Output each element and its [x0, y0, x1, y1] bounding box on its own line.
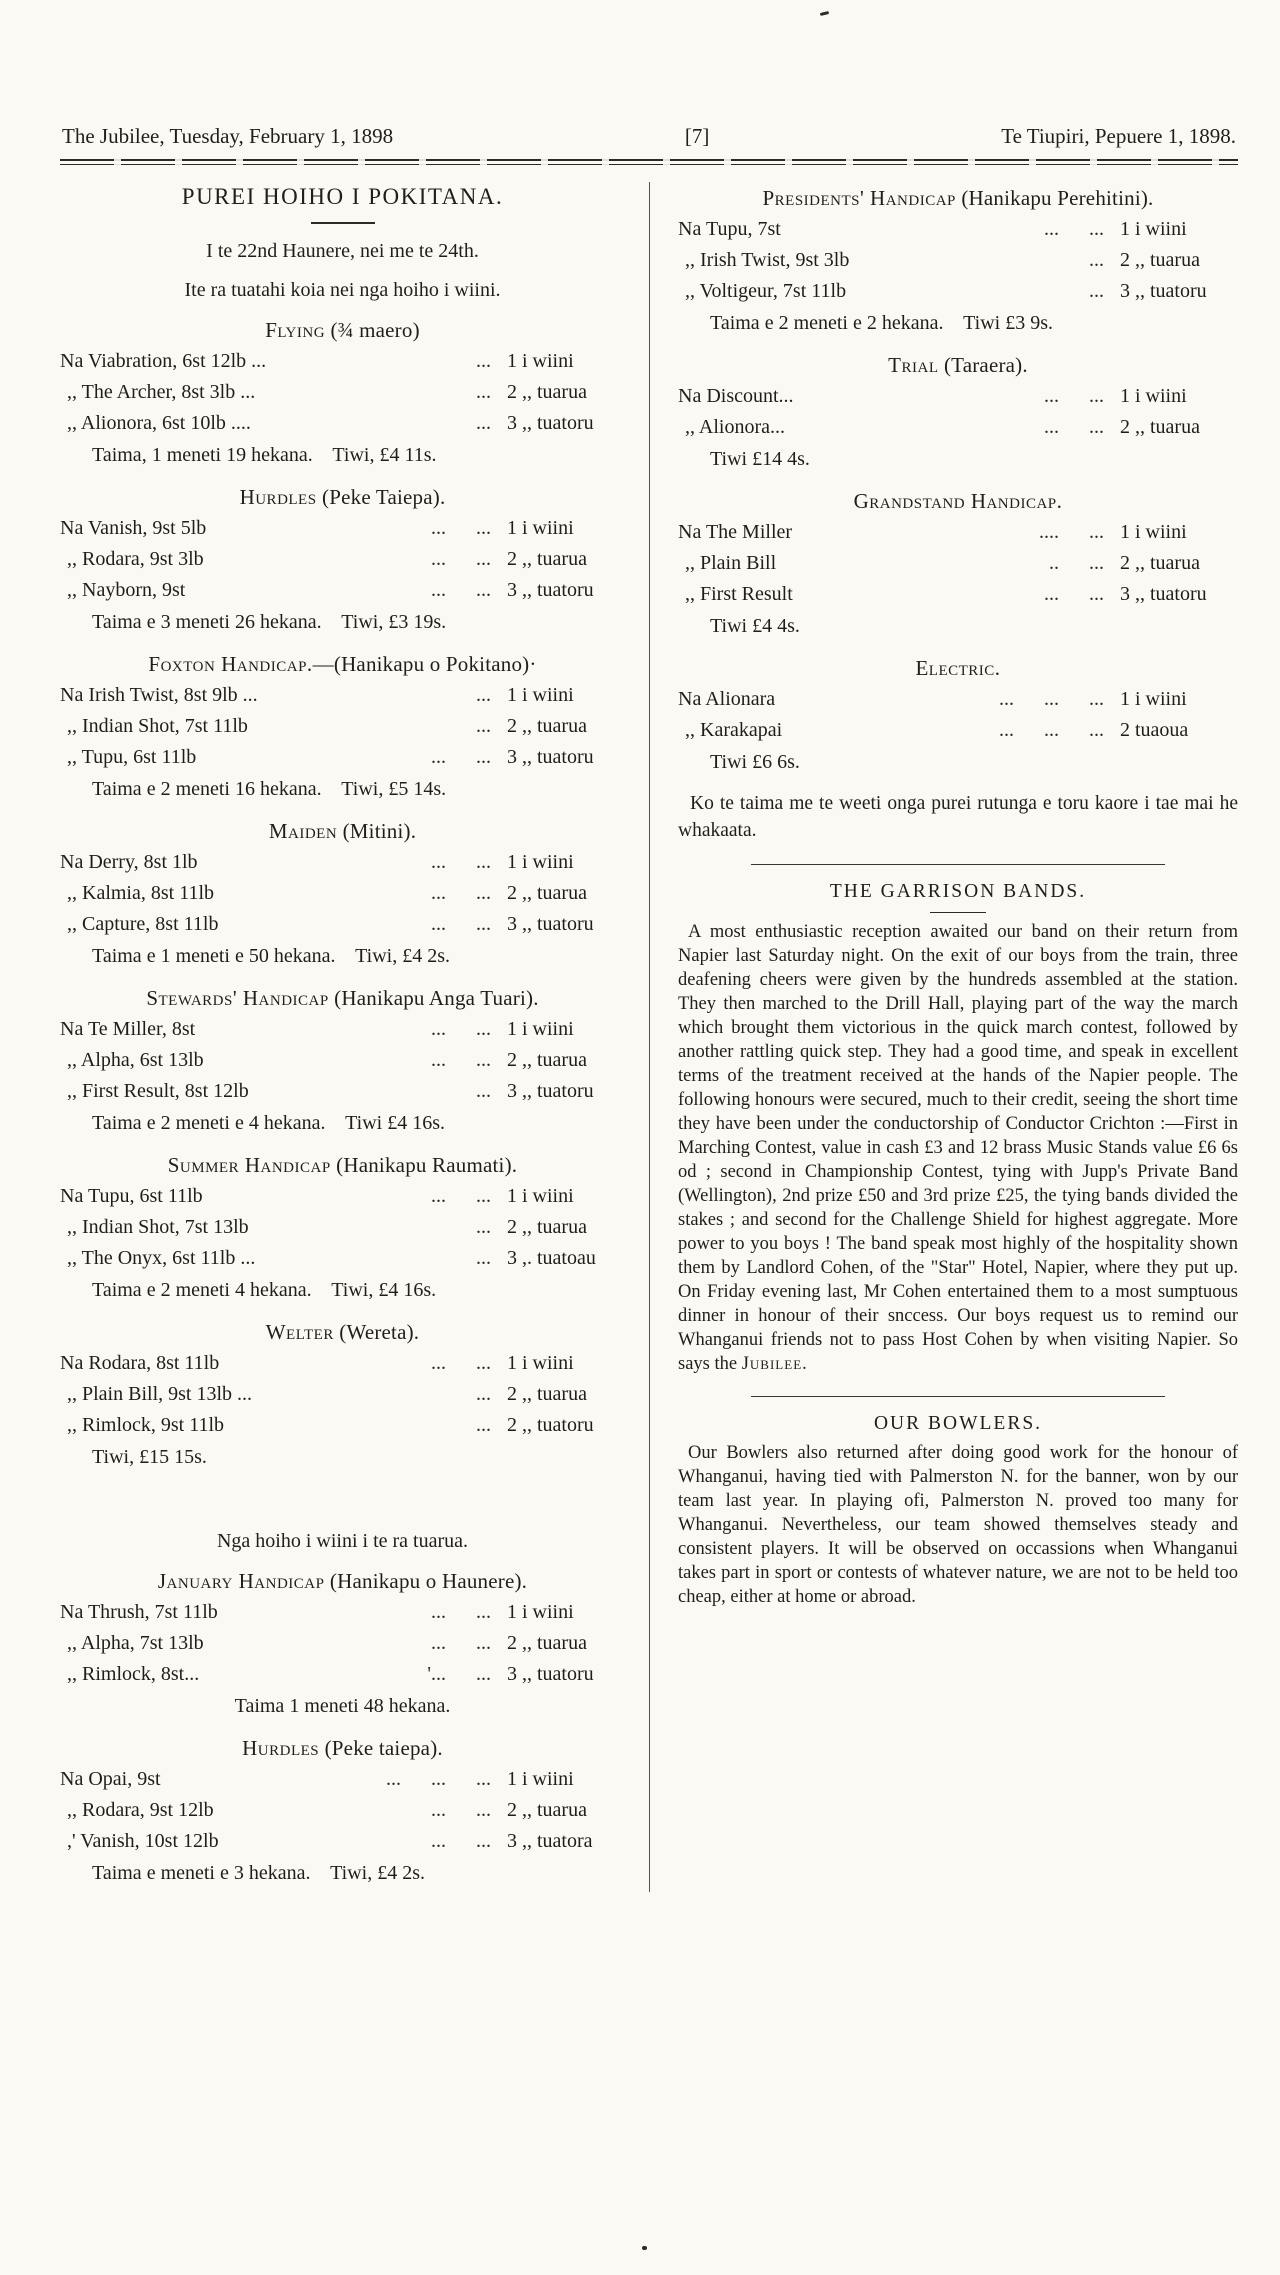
title-divider	[930, 912, 986, 913]
horse-entry: ,, Kalmia, 8st 11lb	[67, 882, 215, 904]
finish-place: 2 ,, tuarua	[507, 1632, 587, 1654]
horse-entry: ,, First Result, 8st 12lb	[67, 1080, 249, 1102]
race-footer: Tiwi £4 4s.	[710, 615, 800, 637]
race-name: Summer Handicap	[167, 1153, 331, 1177]
leader-dots: ... ...	[431, 1799, 491, 1821]
result-row	[60, 544, 625, 575]
leader-dots: ... ...	[431, 882, 491, 904]
result-row	[60, 377, 625, 408]
result-row	[60, 1014, 625, 1045]
finish-place: 3 ,, tuatoru	[1120, 280, 1207, 302]
result-row	[678, 214, 1238, 245]
race-subtitle: (Hanikapu Raumati).	[330, 1153, 518, 1177]
result-row	[678, 579, 1238, 610]
leader-dots: ...	[476, 1216, 491, 1238]
race-footer: Tiwi £14 4s.	[710, 448, 810, 470]
race-trial	[678, 353, 1238, 475]
race-heading	[60, 318, 625, 343]
race-name: Stewards' Handicap	[146, 986, 329, 1010]
race-name: Grandstand Handicap.	[853, 489, 1063, 513]
result-row	[60, 1764, 625, 1795]
result-row	[678, 715, 1238, 746]
horse-entry: ,, Alionora...	[685, 416, 785, 438]
horse-entry: ,, Alpha, 7st 13lb	[67, 1632, 204, 1654]
race-name: Presidents' Handicap	[762, 186, 956, 210]
race-name: Welter	[265, 1320, 334, 1344]
section-title: PUREI HOIHO I POKITANA.	[181, 184, 504, 209]
result-row	[60, 513, 625, 544]
race-subtitle: (Mitini).	[337, 819, 417, 843]
result-row	[60, 1243, 625, 1274]
result-row	[678, 412, 1238, 443]
race-heading	[60, 652, 625, 677]
horse-entry: Na Tupu, 6st 11lb	[60, 1185, 203, 1207]
race-summer-handicap	[60, 1153, 625, 1306]
section-divider	[751, 864, 1165, 865]
race-stewards-handicap	[60, 986, 625, 1139]
horse-entry: Na Alionara	[678, 688, 776, 710]
result-row	[60, 711, 625, 742]
finish-place: 3 ,, tuatoru	[507, 412, 594, 434]
horse-entry: Na Irish Twist, 8st 9lb ...	[60, 684, 258, 706]
race-footer: Taima e 2 meneti e 4 hekana. Tiwi £4 16s.	[92, 1112, 445, 1134]
finish-place: 2 ,, tuarua	[1120, 249, 1200, 271]
intro-line: I te 22nd Haunere, nei me te 24th.	[206, 240, 479, 262]
leader-dots: .. ...	[1049, 552, 1104, 574]
horse-entry: ,, Nayborn, 9st	[67, 579, 186, 601]
finish-place: 1 i wiini	[507, 517, 574, 539]
result-row	[60, 1659, 625, 1690]
leader-dots: ...	[476, 412, 491, 434]
finish-place: 2 ,, tuarua	[1120, 552, 1200, 574]
horse-entry: Na Viabration, 6st 12lb ...	[60, 350, 267, 372]
leader-dots: ... ...	[431, 851, 491, 873]
race-heading	[60, 485, 625, 510]
finish-place: 3 ,, tuatoru	[507, 1663, 594, 1685]
horse-entry: ,, Plain Bill, 9st 13lb ...	[67, 1383, 253, 1405]
horse-entry: Na Discount...	[678, 385, 794, 407]
leader-dots: ...	[476, 350, 491, 372]
race-heading	[60, 1736, 625, 1761]
masthead-title-maori: Te Tiupiri, Pepuere 1, 1898.	[1001, 124, 1236, 148]
race-subtitle: (Peke taiepa).	[319, 1736, 443, 1760]
horse-entry: ,, The Archer, 8st 3lb ...	[67, 381, 256, 403]
page-number: [7]	[684, 124, 710, 148]
leader-dots: ... ...	[431, 579, 491, 601]
leader-dots: .... ...	[1039, 521, 1104, 543]
finish-place: 1 i wiini	[507, 1601, 574, 1623]
horse-entry: ,, Rodara, 9st 3lb	[67, 548, 204, 570]
finish-place: 2 ,, tuarua	[1120, 416, 1200, 438]
race-footer: Taima e 2 meneti 16 hekana. Tiwi, £5 14s.	[92, 778, 447, 800]
result-row	[60, 1379, 625, 1410]
horse-entry: ,, Rodara, 9st 12lb	[67, 1799, 214, 1821]
article-body: A most enthusiastic reception awaited our band on their return from Napier last Saturday night. On the exit of our boys from the train, three deafening cheers were given by the hundreds assembled at the station. They then marched to the Drill Hall, playing part of the way the march which brought them victorious in the quick march contest, followed by another rattling quick step. They had a good time, and speak in excellent terms of the treatment received at the hands of the Napier people. The following honours were secured, much to their credit, seeing the short time they have been under the conductorship of Conductor Crichton :—First in Marching Contest, value in cash £3 and 12 brass Music Stands value £6 6s od ; second in Championship Contest, tying with Jupp's Private Band (Wellington), 2nd prize £50 and 3rd prize £25, the tying bands divided the stakes ; and second for the Challenge Shield for highest aggregate. More power to you boys ! The band speak most highly of the hospitality shown them by Landlord Cohen, of the "Star" Hotel, Napier, where they put up. On Friday evening last, Mr Cohen entertained them to a most sumptuous dinner in honour of their snccess. Our boys request us to remind our Whanganui friends not to pass Host Cohen by when visiting Napier. So says the Jubilee.	[678, 922, 1238, 1374]
horse-entry: ,, Rimlock, 8st...	[67, 1663, 200, 1685]
note-paragraph: Ko te taima me te weeti onga purei rutunga e toru kaore i tae mai he whakaata.	[678, 793, 1238, 841]
race-subtitle: (Peke Taiepa).	[316, 485, 446, 509]
race-heading	[60, 986, 625, 1011]
finish-place: 2 ,, tuarua	[507, 1383, 587, 1405]
newspaper-sheet	[60, 124, 1238, 1892]
horse-entry: ,, Karakapai	[685, 719, 783, 741]
horse-entry: ,, First Result	[685, 583, 793, 605]
finish-place: 1 i wiini	[507, 1768, 574, 1790]
result-row	[60, 847, 625, 878]
race-footer: Taima 1 meneti 48 hekana.	[234, 1695, 451, 1717]
finish-place: 2 ,, tuarua	[507, 1799, 587, 1821]
result-row	[60, 742, 625, 773]
race-footer: Taima e meneti e 3 hekana. Tiwi, £4 2s.	[92, 1862, 425, 1884]
race-name: Maiden	[268, 819, 338, 843]
race-footer: Taima e 2 meneti 4 hekana. Tiwi, £4 16s.	[92, 1279, 437, 1301]
leader-dots: ... ...	[431, 548, 491, 570]
race-heading	[678, 489, 1238, 514]
race-footer: Tiwi £6 6s.	[710, 751, 800, 773]
leader-dots: ... ... ...	[999, 719, 1104, 741]
leader-dots: ...	[476, 715, 491, 737]
result-row	[60, 1826, 625, 1857]
finish-place: 2 ,, tuarua	[507, 1216, 587, 1238]
race-electric	[678, 656, 1238, 778]
horse-entry: Na Tupu, 7st	[678, 218, 781, 240]
finish-place: 2 ,, tuarua	[507, 1049, 587, 1071]
result-row	[678, 276, 1238, 307]
finish-place: 1 i wiini	[507, 350, 574, 372]
race-heading	[60, 1153, 625, 1178]
article-our-bowlers	[678, 1413, 1238, 1609]
horse-entry: Na Opai, 9st	[60, 1768, 161, 1790]
race-maiden	[60, 819, 625, 972]
horse-entry: Na Te Miller, 8st	[60, 1018, 196, 1040]
result-row	[60, 680, 625, 711]
finish-place: 1 i wiini	[1120, 385, 1187, 407]
masthead-rule	[60, 159, 1238, 166]
race-subtitle: (Hanikapu o Haunere).	[324, 1569, 528, 1593]
spacer	[60, 1476, 625, 1514]
title-divider	[311, 222, 375, 224]
section-divider	[751, 1396, 1165, 1397]
result-row	[60, 1076, 625, 1107]
race-heading	[60, 1569, 625, 1594]
finish-place: 3 ,, tuatoru	[507, 1080, 594, 1102]
race-name: Flying	[265, 318, 326, 342]
horse-entry: Na The Miller	[678, 521, 793, 543]
finish-place: 1 i wiini	[1120, 688, 1187, 710]
race-flying	[60, 318, 625, 471]
leader-dots: ... ...	[431, 1352, 491, 1374]
race-subtitle: —(Hanikapu o Pokitano)·	[312, 652, 537, 676]
horse-entry: ,, Capture, 8st 11lb	[67, 913, 219, 935]
horse-entry: ,, Alionora, 6st 10lb ....	[67, 412, 251, 434]
leader-dots: ... ...	[431, 746, 491, 768]
race-name: Hurdles	[242, 1736, 320, 1760]
leader-dots: ... ...	[431, 913, 491, 935]
race-subtitle: (¾ maero)	[325, 318, 420, 342]
result-row	[60, 1410, 625, 1441]
race-footer: Tiwi, £15 15s.	[92, 1446, 207, 1468]
leader-dots: ... ...	[431, 1830, 491, 1852]
finish-place: 1 i wiini	[1120, 218, 1187, 240]
race-subtitle: (Wereta).	[333, 1320, 420, 1344]
scan-speck	[642, 2246, 647, 2250]
leader-dots: ... ... ...	[386, 1768, 491, 1790]
horse-entry: ,, Rimlock, 9st 11lb	[67, 1414, 225, 1436]
leader-dots: ... ...	[431, 517, 491, 539]
leader-dots: ... ...	[1044, 416, 1104, 438]
horse-entry: ,, Indian Shot, 7st 13lb	[67, 1216, 249, 1238]
result-row	[60, 1348, 625, 1379]
column-layout	[60, 182, 1238, 1892]
race-name: Hurdles	[239, 485, 317, 509]
article-title: OUR BOWLERS.	[873, 1413, 1043, 1434]
left-column	[60, 182, 649, 1892]
leader-dots: ... ...	[431, 1601, 491, 1623]
finish-place: 1 i wiini	[507, 1352, 574, 1374]
leader-dots: ...	[476, 381, 491, 403]
finish-place: 1 i wiini	[507, 684, 574, 706]
race-foxton-handicap	[60, 652, 625, 805]
race-name: January Handicap	[157, 1569, 325, 1593]
race-january-handicap	[60, 1569, 625, 1722]
result-row	[60, 346, 625, 377]
result-row	[60, 1212, 625, 1243]
leader-dots: ...	[476, 1414, 491, 1436]
finish-place: 2 tuaoua	[1120, 719, 1189, 741]
horse-entry: ,, Voltigeur, 7st 11lb	[685, 280, 847, 302]
finish-place: 3 ,, tuatoru	[507, 913, 594, 935]
horse-entry: ,, The Onyx, 6st 11lb ...	[67, 1247, 256, 1269]
horse-entry: Na Derry, 8st 1lb	[60, 851, 198, 873]
leader-dots: ... ... ...	[999, 688, 1104, 710]
result-row	[60, 1597, 625, 1628]
finish-place: 2 ,, tuatoru	[507, 1414, 594, 1436]
result-row	[678, 245, 1238, 276]
race-subtitle: (Hanikapu Perehitini).	[955, 186, 1154, 210]
finish-place: 3 ,. tuatoau	[507, 1247, 596, 1269]
result-row	[60, 1181, 625, 1212]
horse-entry: Na Rodara, 8st 11lb	[60, 1352, 220, 1374]
leader-dots: ... ...	[431, 1049, 491, 1071]
race-presidents-handicap	[678, 186, 1238, 339]
race-footer: Taima, 1 meneti 19 hekana. Tiwi, £4 11s.	[92, 444, 437, 466]
horse-entry: ,, Alpha, 6st 13lb	[67, 1049, 204, 1071]
finish-place: 1 i wiini	[1120, 521, 1187, 543]
result-row	[678, 684, 1238, 715]
result-row	[678, 517, 1238, 548]
race-footer: Taima e 3 meneti 26 hekana. Tiwi, £3 19s.	[92, 611, 447, 633]
horse-entry: ,, Irish Twist, 9st 3lb	[685, 249, 850, 271]
finish-place: 2 ,, tuarua	[507, 715, 587, 737]
leader-dots: ...	[1089, 280, 1104, 302]
race-welter	[60, 1320, 625, 1473]
article-signoff: Jubilee.	[741, 1354, 808, 1374]
finish-place: 1 i wiini	[507, 851, 574, 873]
article-title: THE GARRISON BANDS.	[829, 881, 1087, 902]
result-row	[60, 408, 625, 439]
race-hurdles	[60, 1736, 625, 1889]
race-grandstand-handicap	[678, 489, 1238, 642]
finish-place: 2 ,, tuarua	[507, 548, 587, 570]
horse-entry: ,, Plain Bill	[685, 552, 777, 574]
race-subtitle: (Taraera).	[938, 353, 1028, 377]
leader-dots: ... ...	[1044, 218, 1104, 240]
race-heading	[60, 819, 625, 844]
result-row	[60, 1045, 625, 1076]
leader-dots: ...	[476, 1383, 491, 1405]
leader-dots: ... ...	[431, 1632, 491, 1654]
race-heading	[60, 1320, 625, 1345]
article-body: Our Bowlers also returned after doing good work for the honour of Whanganui, having tied with Palmerston N. for the banner, won by our team last year. In playing ofi, Palmerston N. proved too many for Whanganui. Nevertheless, our team showed themselves steady and consistent players. It will be observed on occassions when Whanganui takes part in sport or contests of whatever nature, we are not to be held too cheap, either at home or abroad.	[678, 1443, 1238, 1607]
finish-place: 1 i wiini	[507, 1185, 574, 1207]
finish-place: 1 i wiini	[507, 1018, 574, 1040]
race-heading	[678, 186, 1238, 211]
race-name: Trial	[888, 353, 939, 377]
horse-entry: Na Thrush, 7st 11lb	[60, 1601, 218, 1623]
article-the-garrison-bands	[678, 881, 1238, 1376]
leader-dots: ... ...	[431, 1185, 491, 1207]
leader-dots: ... ...	[1044, 385, 1104, 407]
finish-place: 3 ,, tuatoru	[507, 579, 594, 601]
horse-entry: Na Vanish, 9st 5lb	[60, 517, 207, 539]
result-row	[60, 878, 625, 909]
intro-line: Nga hoiho i wiini i te ra tuarua.	[216, 1530, 469, 1552]
result-row	[678, 548, 1238, 579]
result-row	[60, 1795, 625, 1826]
horse-entry: ,, Tupu, 6st 11lb	[67, 746, 197, 768]
finish-place: 2 ,, tuarua	[507, 882, 587, 904]
race-heading	[678, 353, 1238, 378]
race-hurdles	[60, 485, 625, 638]
race-heading	[678, 656, 1238, 681]
leader-dots: ... ...	[1044, 583, 1104, 605]
result-row	[60, 1628, 625, 1659]
leader-dots: ... ...	[431, 1018, 491, 1040]
masthead-title-english: The Jubilee, Tuesday, February 1, 1898	[62, 124, 394, 148]
result-row	[60, 575, 625, 606]
finish-place: 3 ,, tuatora	[507, 1830, 593, 1852]
result-row	[678, 381, 1238, 412]
race-subtitle: (Hanikapu Anga Tuari).	[328, 986, 539, 1010]
right-column	[649, 182, 1238, 1892]
leader-dots: '... ...	[427, 1663, 491, 1685]
leader-dots: ...	[1089, 249, 1104, 271]
horse-entry: ,' Vanish, 10st 12lb	[67, 1830, 219, 1852]
race-footer: Taima e 2 meneti e 2 hekana. Tiwi £3 9s.	[710, 312, 1053, 334]
race-footer: Taima e 1 meneti e 50 hekana. Tiwi, £4 2s.	[92, 945, 450, 967]
leader-dots: ...	[476, 1247, 491, 1269]
intro-line: Ite ra tuatahi koia nei nga hoiho i wiini.	[184, 279, 501, 301]
scan-speck	[820, 11, 829, 16]
leader-dots: ...	[476, 1080, 491, 1102]
finish-place: 3 ,, tuatoru	[1120, 583, 1207, 605]
finish-place: 2 ,, tuarua	[507, 381, 587, 403]
result-row	[60, 909, 625, 940]
race-name: Foxton Handicap.	[148, 652, 313, 676]
race-name: Electric.	[915, 656, 1001, 680]
horse-entry: ,, Indian Shot, 7st 11lb	[67, 715, 248, 737]
masthead	[60, 124, 1238, 149]
finish-place: 3 ,, tuatoru	[507, 746, 594, 768]
leader-dots: ...	[476, 684, 491, 706]
